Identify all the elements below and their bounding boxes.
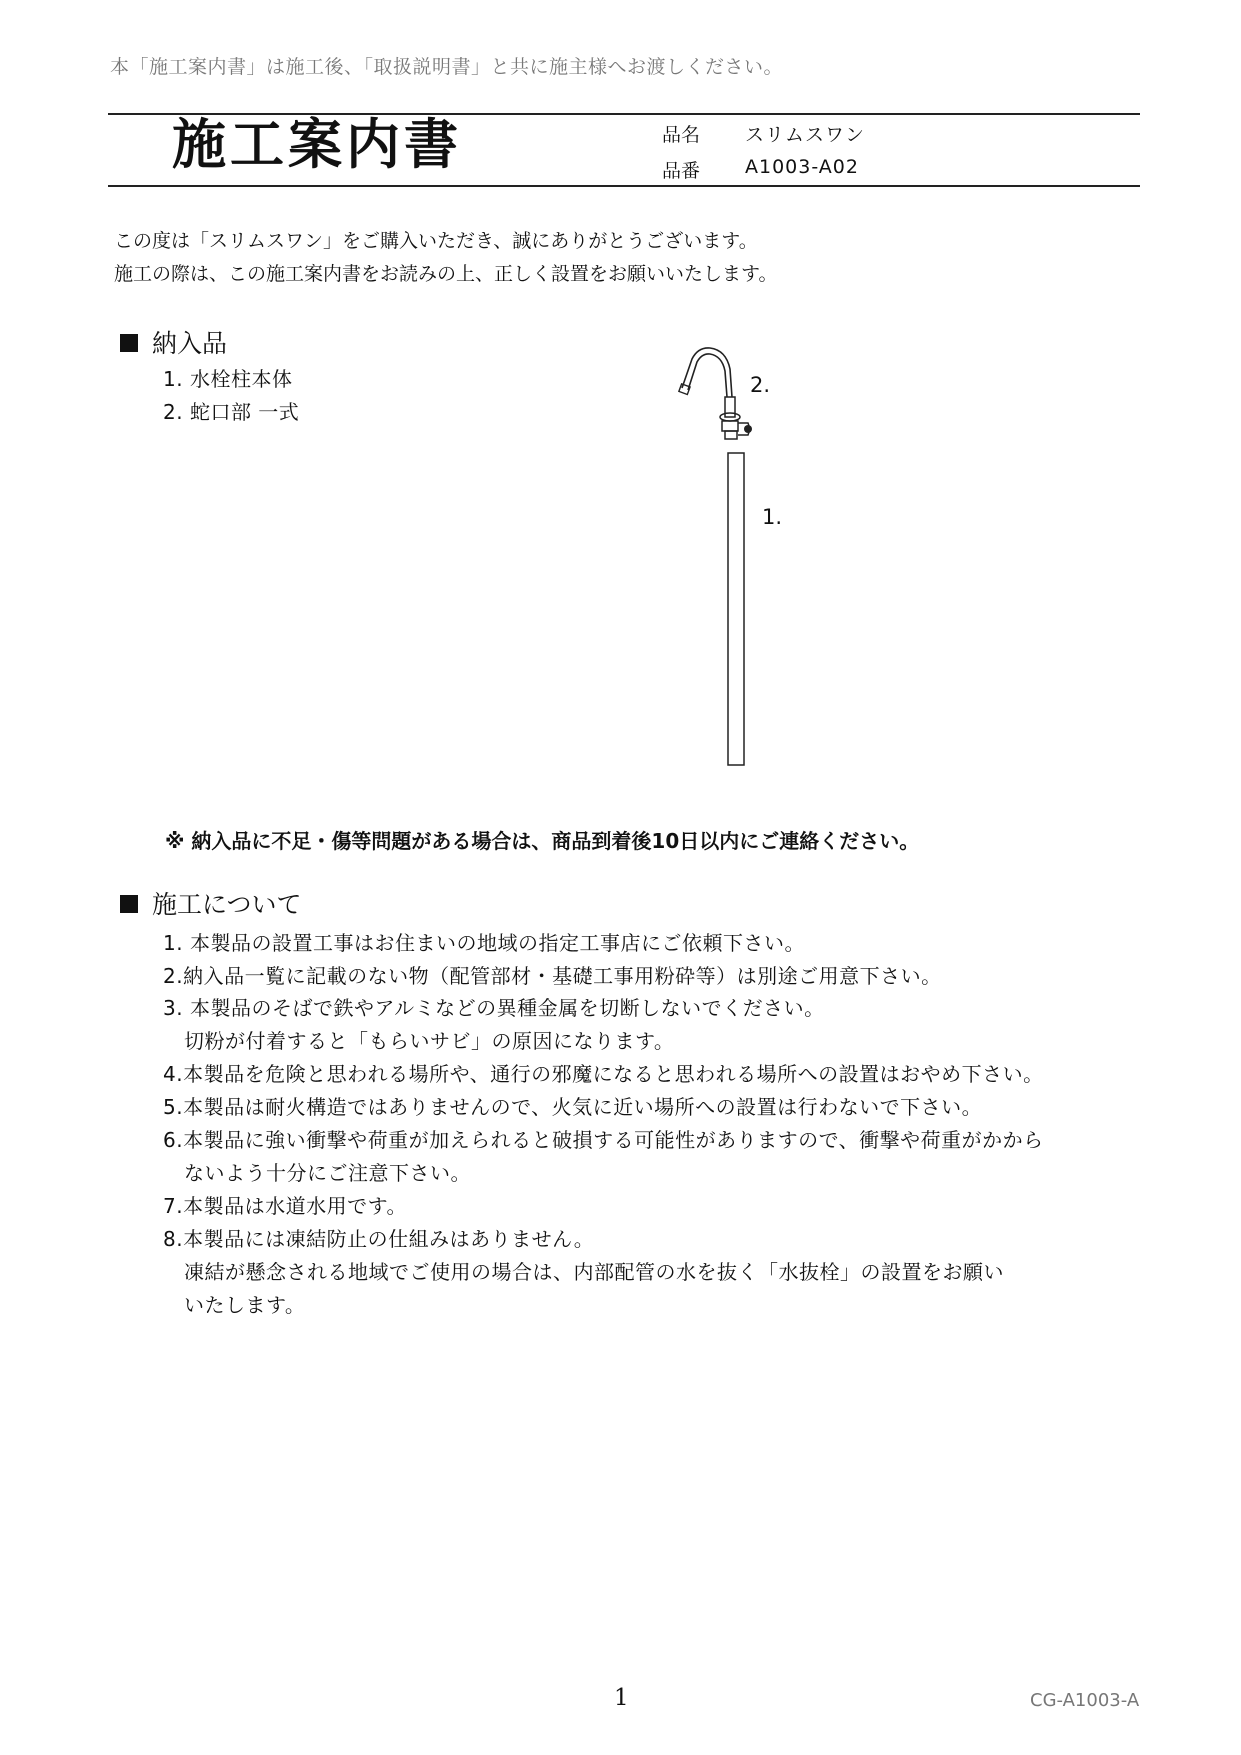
header-bottom-rule xyxy=(108,185,1140,187)
delivery-notice: ※ 納入品に不足・傷等問題がある場合は、商品到着後10日以内にご連絡ください。 xyxy=(165,829,920,853)
product-figure xyxy=(670,345,810,775)
section-heading-delivery-label: 納入品 xyxy=(152,329,228,358)
figure-label-post: 1. xyxy=(762,505,783,529)
construction-line-4: 4.本製品を危険と思われる場所や、通行の邪魔になると思われる場所への設置はおやめ下さい。 xyxy=(163,1062,1044,1086)
faucet-post xyxy=(728,453,744,765)
square-bullet-icon xyxy=(120,895,138,913)
construction-line-2: 2.納入品一覧に記載のない物（配管部材・基礎工事用粉砕等）は別途ご用意下さい。 xyxy=(163,964,942,988)
product-name: スリムスワン xyxy=(745,124,866,146)
faucet-base xyxy=(725,431,737,439)
document-title: 施工案内書 xyxy=(172,113,462,176)
construction-line-8: 8.本製品には凍結防止の仕組みはありません。 xyxy=(163,1227,595,1251)
faucet-spout-inner xyxy=(688,354,727,397)
page-number: 1 xyxy=(614,1685,629,1711)
square-bullet-icon xyxy=(120,334,138,352)
section-heading-construction xyxy=(120,885,302,921)
section-heading-construction-label: 施工について xyxy=(152,890,302,919)
construction-line-5: 5.本製品は耐火構造ではありませんので、火気に近い場所への設置は行わないで下さい。 xyxy=(163,1095,983,1119)
intro-line-1: この度は「スリムスワン」をご購入いただき、誠にありがとうございます。 xyxy=(114,230,758,252)
valve-knob xyxy=(744,425,752,433)
construction-line-3-cont: 切粉が付着すると「もらいサビ」の原因になります。 xyxy=(184,1029,675,1053)
document-code: CG-A1003-A xyxy=(1030,1690,1140,1711)
faucet-collar xyxy=(722,421,738,431)
construction-line-6: 6.本製品に強い衝撃や荷重が加えられると破損する可能性がありますので、衝撃や荷重がかから xyxy=(163,1128,1044,1152)
delivery-item-2: 2. 蛇口部 一式 xyxy=(163,400,300,424)
figure-label-faucet: 2. xyxy=(750,373,771,397)
construction-line-8-cont-2: いたします。 xyxy=(184,1293,306,1317)
construction-line-7: 7.本製品は水道水用です。 xyxy=(163,1194,407,1218)
construction-line-1: 1. 本製品の設置工事はお住まいの地域の指定工事店にご依頼下さい。 xyxy=(163,931,805,955)
section-heading-delivery xyxy=(120,324,227,360)
construction-line-6-cont: ないよう十分にご注意下さい。 xyxy=(184,1161,471,1185)
delivery-item-1: 1. 水栓柱本体 xyxy=(163,367,293,391)
intro-line-2: 施工の際は、この施工案内書をお読みの上、正しく設置をお願いいたします。 xyxy=(114,263,778,285)
construction-line-8-cont-1: 凍結が懸念される地域でご使用の場合は、内部配管の水を抜く「水抜栓」の設置をお願い xyxy=(184,1260,1004,1284)
faucet-body xyxy=(725,397,735,417)
product-name-label: 品名 xyxy=(662,124,701,146)
product-number-label: 品番 xyxy=(662,160,701,182)
product-number: A1003-A02 xyxy=(745,156,859,178)
top-note: 本「施工案内書」は施工後、「取扱説明書」と共に施主様へお渡しください。 xyxy=(110,56,784,78)
construction-line-3: 3. 本製品のそばで鉄やアルミなどの異種金属を切断しないでください。 xyxy=(163,996,825,1020)
